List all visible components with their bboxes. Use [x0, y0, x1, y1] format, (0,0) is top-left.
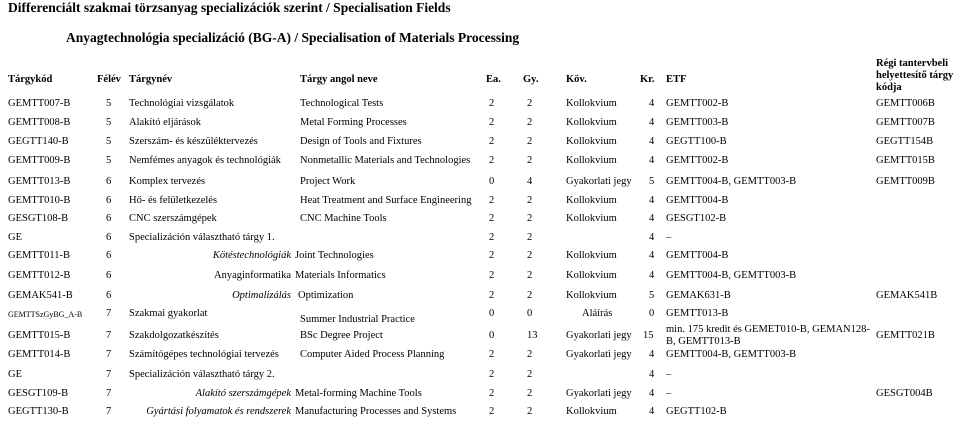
cell-kov: Kollokvium	[566, 406, 617, 417]
cell-code: GESGT108-B	[8, 213, 69, 224]
cell-kr: 4	[649, 270, 655, 281]
cell-etf: GEMTT004-B, GEMTT003-B	[666, 349, 797, 360]
cell-ea: 2	[489, 290, 495, 301]
cell-kr: 4	[649, 349, 655, 360]
cell-gy: 2	[527, 290, 533, 301]
header-code: Tárgykód	[8, 74, 53, 85]
cell-gy: 0	[527, 308, 533, 319]
cell-ea: 2	[489, 406, 495, 417]
cell-gy: 2	[527, 232, 533, 243]
cell-code: GEMTT013-B	[8, 176, 71, 187]
cell-code: GEMTT015-B	[8, 330, 71, 341]
cell-semester: 6	[106, 250, 112, 261]
cell-semester: 6	[106, 176, 112, 187]
cell-semester: 7	[106, 406, 112, 417]
cell-old-code: GEMTT021B	[876, 330, 935, 341]
cell-kr: 0	[649, 308, 655, 319]
cell-code: GEMTT012-B	[8, 270, 71, 281]
cell-semester: 5	[106, 136, 112, 147]
header-old-code: Régi tantervbeli helyettesítő tárgy kódja	[876, 58, 954, 93]
cell-english: Materials Informatics	[295, 270, 386, 281]
cell-kov: Kollokvium	[566, 290, 617, 301]
cell-code: GEGTT130-B	[8, 406, 69, 417]
cell-ea: 2	[489, 270, 495, 281]
cell-english: CNC Machine Tools	[300, 213, 387, 224]
header-kov: Köv.	[566, 74, 587, 85]
cell-ea: 2	[489, 369, 495, 380]
cell-kr: 5	[649, 290, 655, 301]
table-row	[0, 270, 960, 286]
cell-english: Heat Treatment and Surface Engineering	[300, 195, 472, 206]
table-row	[0, 406, 960, 422]
cell-ea: 2	[489, 250, 495, 261]
cell-old-code: GEMAK541B	[876, 290, 938, 301]
table-row	[0, 213, 960, 229]
cell-kov: Kollokvium	[566, 270, 617, 281]
cell-kr: 4	[649, 388, 655, 399]
cell-ea: 0	[489, 330, 495, 341]
cell-ea: 2	[489, 195, 495, 206]
cell-english: Joint Technologies	[295, 250, 374, 261]
cell-code: GEMTT010-B	[8, 195, 71, 206]
table-row	[0, 290, 960, 306]
header-gy: Gy.	[523, 74, 539, 85]
cell-code: GEMTT011-B	[8, 250, 71, 261]
cell-etf: –	[666, 232, 672, 243]
cell-gy: 13	[527, 330, 538, 341]
cell-gy: 2	[527, 195, 533, 206]
cell-kov: Gyakorlati jegy	[566, 349, 632, 360]
cell-name: Hő- és felületkezelés	[129, 195, 218, 206]
table-row	[0, 369, 960, 385]
cell-gy: 2	[527, 270, 533, 281]
cell-etf: GEMTT004-B	[666, 250, 729, 261]
cell-kov: Kollokvium	[566, 98, 617, 109]
cell-semester: 5	[106, 117, 112, 128]
cell-name: Szerszám- és készüléktervezés	[129, 136, 258, 147]
cell-semester: 6	[106, 232, 112, 243]
cell-kr: 4	[649, 250, 655, 261]
cell-code: GEMTT014-B	[8, 349, 71, 360]
cell-old-code: GESGT004B	[876, 388, 933, 399]
cell-code: GEGTT140-B	[8, 136, 69, 147]
cell-kr: 4	[649, 195, 655, 206]
cell-ea: 2	[489, 117, 495, 128]
cell-kr: 4	[649, 213, 655, 224]
cell-english: Computer Aided Process Planning	[300, 349, 445, 360]
cell-kr: 4	[649, 98, 655, 109]
cell-kr: 4	[649, 232, 655, 243]
cell-name: Gyártási folyamatok és rendszerek	[146, 406, 291, 417]
page-subtitle: Anyagtechnológia specializáció (BG-A) / Specialisation of Materials Processing	[66, 30, 520, 45]
cell-name: Szakdolgozatkészítés	[129, 330, 219, 341]
cell-kr: 15	[643, 330, 654, 341]
cell-etf: GEMTT004-B	[666, 195, 729, 206]
table-row	[0, 195, 960, 211]
cell-name: Kötéstechnológiák	[212, 250, 291, 261]
cell-gy: 2	[527, 250, 533, 261]
cell-code: GEMTT009-B	[8, 155, 71, 166]
cell-kr: 4	[649, 136, 655, 147]
cell-code: GEMTT008-B	[8, 117, 71, 128]
cell-semester: 7	[106, 330, 112, 341]
table-row	[0, 232, 960, 248]
cell-etf: GEMTT013-B	[666, 308, 729, 319]
cell-semester: 6	[106, 270, 112, 281]
cell-etf: GEGTT102-B	[666, 406, 727, 417]
cell-etf: GEGTT100-B	[666, 136, 727, 147]
table-row	[0, 98, 960, 114]
cell-kr: 4	[649, 369, 655, 380]
table-row	[0, 136, 960, 152]
cell-etf: GEMTT004-B, GEMTT003-B	[666, 176, 797, 187]
cell-ea: 2	[489, 213, 495, 224]
cell-ea: 2	[489, 155, 495, 166]
cell-kr: 5	[649, 176, 655, 187]
header-name: Tárgynév	[129, 74, 173, 85]
cell-etf: GESGT102-B	[666, 213, 727, 224]
cell-etf: GEMTT004-B, GEMTT003-B	[666, 270, 797, 281]
cell-semester: 6	[106, 195, 112, 206]
cell-ea: 2	[489, 136, 495, 147]
cell-english: Nonmetallic Materials and Technologies	[300, 155, 471, 166]
cell-kov: Kollokvium	[566, 213, 617, 224]
cell-etf: GEMTT003-B	[666, 117, 729, 128]
cell-name: Komplex tervezés	[129, 176, 206, 187]
table-row	[0, 117, 960, 133]
cell-semester: 6	[106, 290, 112, 301]
cell-semester: 6	[106, 213, 112, 224]
cell-name: Anyaginformatika	[214, 270, 291, 281]
cell-name: Specializáción választható tárgy 1.	[129, 232, 275, 243]
cell-kov: Aláírás	[582, 308, 613, 319]
cell-kr: 4	[649, 155, 655, 166]
cell-ea: 2	[489, 349, 495, 360]
cell-semester: 5	[106, 98, 112, 109]
cell-name: Specializáción választható tárgy 2.	[129, 369, 275, 380]
cell-kov: Kollokvium	[566, 250, 617, 261]
cell-name: CNC szerszámgépek	[129, 213, 217, 224]
cell-code: GEMAK541-B	[8, 290, 73, 301]
cell-name: Alakító eljárások	[129, 117, 202, 128]
cell-code: GESGT109-B	[8, 388, 69, 399]
cell-code: GE	[8, 232, 22, 243]
cell-gy: 2	[527, 388, 533, 399]
cell-name: Szakmai gyakorlat	[129, 308, 208, 319]
cell-semester: 5	[106, 155, 112, 166]
cell-ea: 0	[489, 176, 495, 187]
cell-etf: GEMTT002-B	[666, 98, 729, 109]
table-row	[0, 250, 960, 266]
table-row	[0, 349, 960, 365]
cell-name: Technológiai vizsgálatok	[129, 98, 235, 109]
cell-gy: 2	[527, 349, 533, 360]
cell-kov: Gyakorlati jegy	[566, 176, 632, 187]
table-row	[0, 155, 960, 171]
table-header	[0, 58, 960, 94]
cell-name: Számítógépes technológiai tervezés	[129, 349, 279, 360]
cell-kov: Gyakorlati jegy	[566, 330, 632, 341]
cell-etf: –	[666, 388, 672, 399]
cell-kov: Kollokvium	[566, 117, 617, 128]
cell-etf: GEMTT002-B	[666, 155, 729, 166]
cell-kov: Gyakorlati jegy	[566, 388, 632, 399]
cell-english: Technological Tests	[300, 98, 384, 109]
cell-english: Design of Tools and Fixtures	[300, 136, 422, 147]
cell-etf: GEMAK631-B	[666, 290, 731, 301]
cell-gy: 2	[527, 213, 533, 224]
cell-ea: 2	[489, 388, 495, 399]
cell-etf: –	[666, 369, 672, 380]
cell-gy: 2	[527, 406, 533, 417]
cell-ea: 0	[489, 308, 495, 319]
cell-name: Alakító szerszámgépek	[195, 388, 291, 399]
cell-code: GE	[8, 369, 22, 380]
cell-english: Manufacturing Processes and Systems	[295, 406, 457, 417]
cell-old-code: GEMTT009B	[876, 176, 935, 187]
cell-ea: 2	[489, 232, 495, 243]
cell-kov: Kollokvium	[566, 155, 617, 166]
cell-semester: 7	[106, 308, 112, 319]
header-kr: Kr.	[640, 74, 655, 85]
page-title: Differenciált szakmai törzsanyag specializációk szerint / Specialisation Fields	[8, 0, 451, 15]
cell-english: Summer Industrial Practice	[300, 314, 415, 325]
header-etf: ETF	[666, 74, 687, 85]
cell-gy: 2	[527, 155, 533, 166]
cell-etf: min. 175 kredit és GEMET010-B, GEMAN128-B, GEMTT013-B	[666, 324, 870, 347]
cell-old-code: GEGTT154B	[876, 136, 934, 147]
cell-gy: 4	[527, 176, 533, 187]
cell-kr: 4	[649, 117, 655, 128]
cell-gy: 2	[527, 136, 533, 147]
cell-kr: 4	[649, 406, 655, 417]
cell-kov: Kollokvium	[566, 136, 617, 147]
cell-code: GEMTT007-B	[8, 98, 71, 109]
table-row	[0, 388, 960, 404]
cell-name: Optimalizálás	[232, 290, 291, 301]
cell-semester: 7	[106, 369, 112, 380]
cell-english: Optimization	[298, 290, 354, 301]
header-english: Tárgy angol neve	[300, 74, 378, 85]
cell-english: Project Work	[300, 176, 356, 187]
cell-old-code: GEMTT006B	[876, 98, 935, 109]
cell-gy: 2	[527, 369, 533, 380]
cell-gy: 2	[527, 98, 533, 109]
header-semester: Félév	[97, 74, 121, 85]
cell-old-code: GEMTT015B	[876, 155, 935, 166]
cell-semester: 7	[106, 349, 112, 360]
cell-name: Nemfémes anyagok és technológiák	[129, 155, 281, 166]
cell-gy: 2	[527, 117, 533, 128]
cell-old-code: GEMTT007B	[876, 117, 935, 128]
cell-code: GEMTTSzGyBG_A-B	[8, 310, 83, 319]
cell-semester: 7	[106, 388, 112, 399]
cell-kov: Kollokvium	[566, 195, 617, 206]
header-ea: Ea.	[486, 74, 501, 85]
cell-english: Metal-forming Machine Tools	[295, 388, 422, 399]
cell-ea: 2	[489, 98, 495, 109]
cell-english: Metal Forming Processes	[300, 117, 407, 128]
cell-english: BSc Degree Project	[300, 330, 383, 341]
table-row	[0, 176, 960, 192]
